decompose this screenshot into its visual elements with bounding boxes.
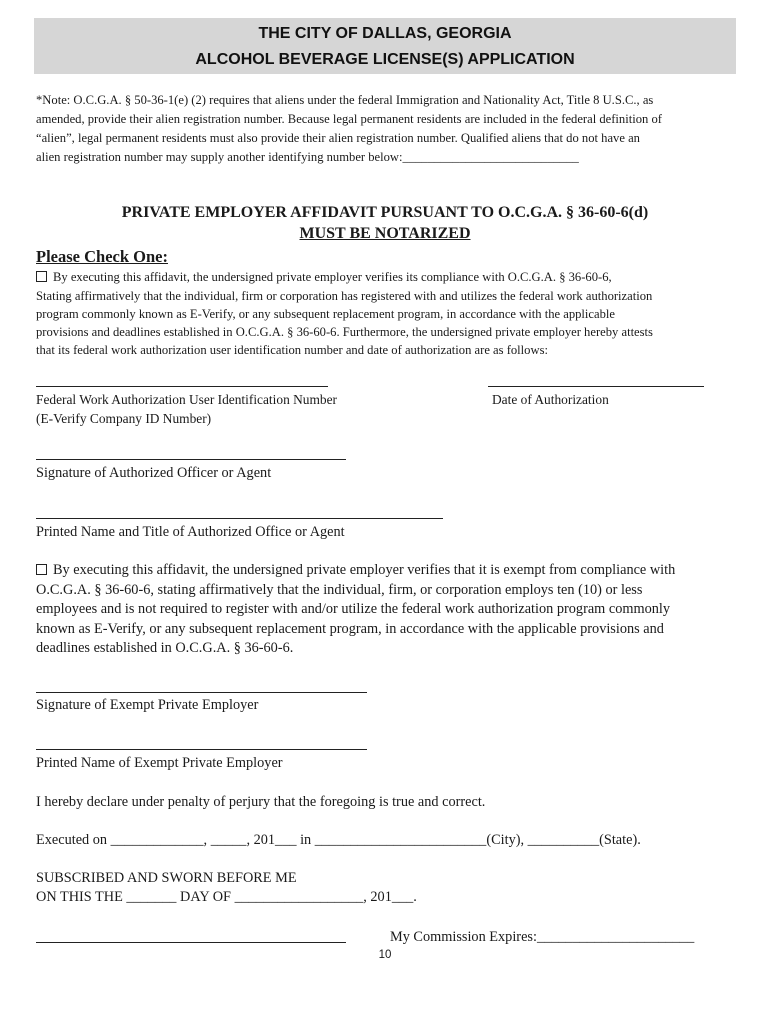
option2-checkbox[interactable] [36,564,47,575]
note-line-2: amended, provide their alien registration number. Because legal permanent residents are included in the federal definition of [36,112,662,126]
officer-printed-name-field[interactable] [36,518,443,519]
option1-line-2: Stating affirmatively that the individual, firm or corporation has registered with and utilizes the federal work authorization [36,289,653,303]
option2-line-4: known as E-Verify, or any subsequent replacement program, in accordance with the applicable provisions and [36,621,664,637]
option2-line-5: deadlines established in O.C.G.A. § 36-60-6. [36,640,294,656]
commission-expires-line[interactable]: My Commission Expires:______________________ [390,929,695,945]
header-city: THE CITY OF DALLAS, GEORGIA [258,25,512,42]
exempt-printed-name-field[interactable] [36,749,367,750]
exempt-signature-label: Signature of Exempt Private Employer [36,697,259,713]
note-line-3: “alien”, legal permanent residents must also provide their alien registration number. Qualified aliens that do not have an [36,131,640,145]
exempt-signature-field[interactable] [36,692,367,693]
everify-id-label: Federal Work Authorization User Identification Number [36,392,337,407]
option2-line-1 [36,561,675,581]
everify-id-field[interactable] [36,386,328,387]
executed-on-line[interactable]: Executed on _____________, _____, 201___ in ________________________(City), __________(State). [36,832,641,848]
header-application-title: ALCOHOL BEVERAGE LICENSE(S) APPLICATION [195,51,575,68]
option1-checkbox[interactable] [36,271,47,282]
affidavit-title: PRIVATE EMPLOYER AFFIDAVIT PURSUANT TO O.C.G.A. § 36-60-6(d) [121,204,649,221]
exempt-printed-name-label: Printed Name of Exempt Private Employer [36,755,283,771]
notarized-notice: MUST BE NOTARIZED [299,225,471,242]
option2-text: By executing this affidavit, the undersigned private employer verifies that it is exempt from compliance with [53,562,676,578]
everify-id-sublabel: (E-Verify Company ID Number) [36,411,212,426]
perjury-declaration: I hereby declare under penalty of perjury that the foregoing is true and correct. [36,794,486,810]
header-banner [34,18,736,74]
option1-line-5: that its federal work authorization user identification number and date of authorization are as follows: [36,343,548,357]
authorization-date-label: Date of Authorization [492,392,609,407]
note-line-4: alien registration number may supply another identifying number below:____________________________ [36,150,579,164]
option2-line-3: employees and is not required to register with and/or utilize the federal work authorization program commonly [36,601,671,617]
option1-line-4: provisions and deadlines established in O.C.G.A. § 36-60-6. Furthermore, the undersigned private employer hereby attests [36,325,653,339]
officer-printed-name-label: Printed Name and Title of Authorized Office or Agent [36,524,345,540]
option2-line-2: O.C.G.A. § 36-60-6, stating affirmatively that the individual, firm, or corporation employs ten (10) or less [36,582,643,598]
option1-line-3: program commonly known as E-Verify, or any subsequent replacement program, in accordance with the applicable [36,307,615,321]
option1-text: By executing this affidavit, the undersigned private employer verifies its compliance with O.C.G.A. § 36-60-6, [53,270,612,284]
notary-signature-field[interactable] [36,942,346,943]
officer-signature-label: Signature of Authorized Officer or Agent [36,465,272,481]
option1-line-1 [36,268,612,287]
note-line-1: *Note: O.C.G.A. § 50-36-1(e) (2) requires that aliens under the federal Immigration and Nationality Act, Title 8 U.S.C., as [36,93,654,107]
sworn-line-1: SUBSCRIBED AND SWORN BEFORE ME [36,870,297,886]
officer-signature-field[interactable] [36,459,346,460]
check-one-heading: Please Check One: [36,247,168,266]
page-number: 10 [378,949,392,961]
sworn-line-2[interactable]: ON THIS THE _______ DAY OF __________________, 201___. [36,889,417,905]
authorization-date-field[interactable] [488,386,704,387]
